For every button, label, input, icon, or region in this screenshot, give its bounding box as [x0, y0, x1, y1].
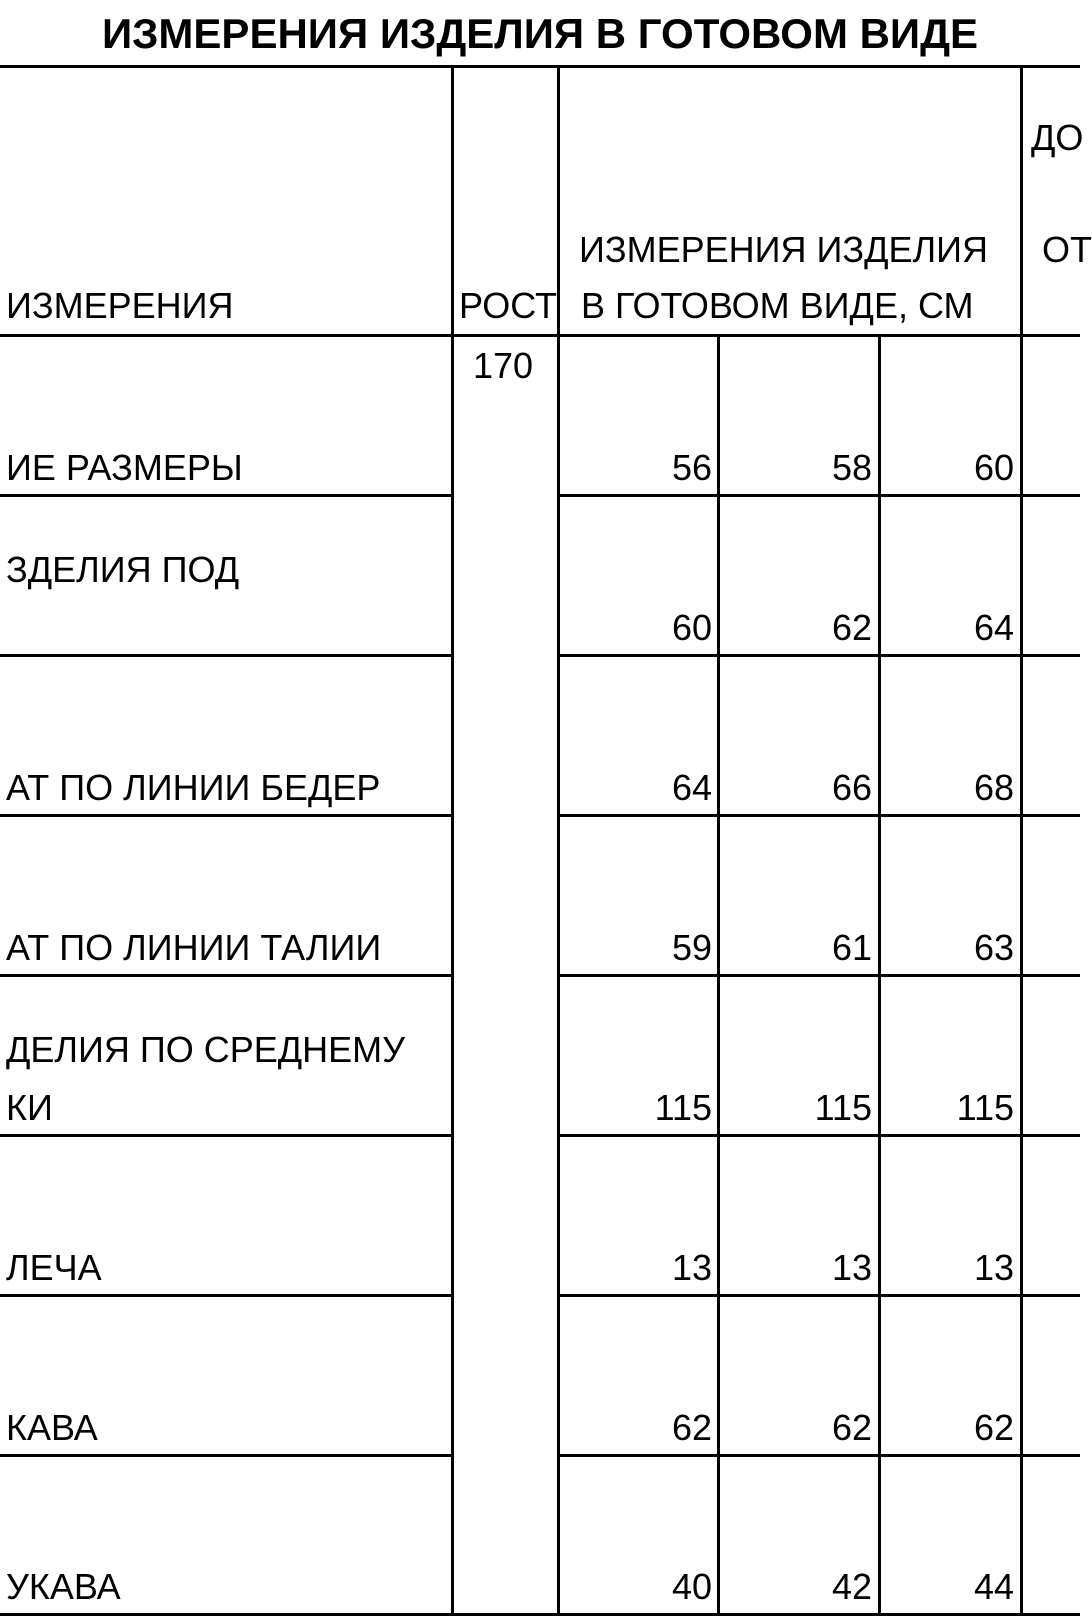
row-value: 62 [973, 1407, 1014, 1448]
row-value: 62 [671, 1407, 712, 1448]
row-value: 42 [831, 1566, 872, 1607]
row-label: ЗДЕЛИЯ ПОД [6, 549, 240, 590]
table-bottom-border [0, 1613, 1080, 1616]
row-divider [0, 654, 452, 657]
row-value: 64 [671, 767, 712, 808]
row-divider [559, 814, 1080, 817]
row-value: 61 [831, 927, 872, 968]
row-value: 68 [973, 767, 1014, 808]
row-label: КИ [6, 1087, 53, 1128]
row-value: 115 [814, 1087, 872, 1128]
row-value: 13 [671, 1247, 712, 1288]
row-value: 62 [831, 607, 872, 648]
header-tolerance-line1: ДО [1031, 117, 1084, 158]
row-divider [0, 974, 452, 977]
row-divider [559, 494, 1080, 497]
row-label: ИЕ РАЗМЕРЫ [6, 447, 243, 488]
row-value: 60 [671, 607, 712, 648]
row-value: 66 [831, 767, 872, 808]
table-top-border [0, 65, 1080, 68]
row-value: 40 [671, 1566, 712, 1607]
page-title: ИЗМЕРЕНИЯ ИЗДЕЛИЯ В ГОТОВОМ ВИДЕ [101, 10, 979, 57]
row-label: АТ ПО ЛИНИИ ТАЛИИ [6, 927, 382, 968]
header-tolerance-line2: ОТ [1042, 229, 1092, 270]
header-measurement: ИЗМЕРЕНИЯ [6, 285, 234, 326]
row-divider [559, 1134, 1080, 1137]
column-divider [717, 334, 720, 1616]
row-label: ЛЕЧА [6, 1247, 102, 1288]
row-value: 62 [831, 1407, 872, 1448]
column-divider [557, 65, 560, 1616]
row-label: УКАВА [6, 1566, 121, 1607]
row-label: ДЕЛИЯ ПО СРЕДНЕМУ [6, 1029, 406, 1070]
row-value: 44 [973, 1566, 1014, 1607]
column-divider [878, 334, 881, 1616]
row-divider [559, 1454, 1080, 1457]
row-value: 59 [671, 927, 712, 968]
header-height: РОСТ [459, 285, 558, 326]
row-value: 13 [973, 1247, 1014, 1288]
row-label: АТ ПО ЛИНИИ БЕДЕР [6, 767, 381, 808]
row-value: 13 [831, 1247, 872, 1288]
row-value: 60 [973, 447, 1014, 488]
row-value: 58 [831, 447, 872, 488]
height-value: 170 [473, 345, 534, 386]
column-divider [451, 65, 454, 1616]
column-divider [1020, 65, 1023, 1616]
row-divider [559, 1294, 1080, 1297]
row-value: 115 [654, 1087, 712, 1128]
row-value: 64 [973, 607, 1014, 648]
row-divider [0, 1454, 452, 1457]
row-divider [0, 494, 452, 497]
header-finished-line1: ИЗМЕРЕНИЯ ИЗДЕЛИЯ [579, 229, 989, 270]
header-finished-line2: В ГОТОВОМ ВИДЕ, СМ [581, 285, 974, 326]
row-divider [559, 654, 1080, 657]
row-divider [0, 1294, 452, 1297]
row-divider [0, 1134, 452, 1137]
row-label: КАВА [6, 1407, 98, 1448]
row-value: 56 [671, 447, 712, 488]
row-divider [559, 974, 1080, 977]
row-value: 63 [973, 927, 1014, 968]
header-bottom-border [0, 334, 1080, 337]
row-value: 115 [956, 1087, 1014, 1128]
row-divider [0, 814, 452, 817]
